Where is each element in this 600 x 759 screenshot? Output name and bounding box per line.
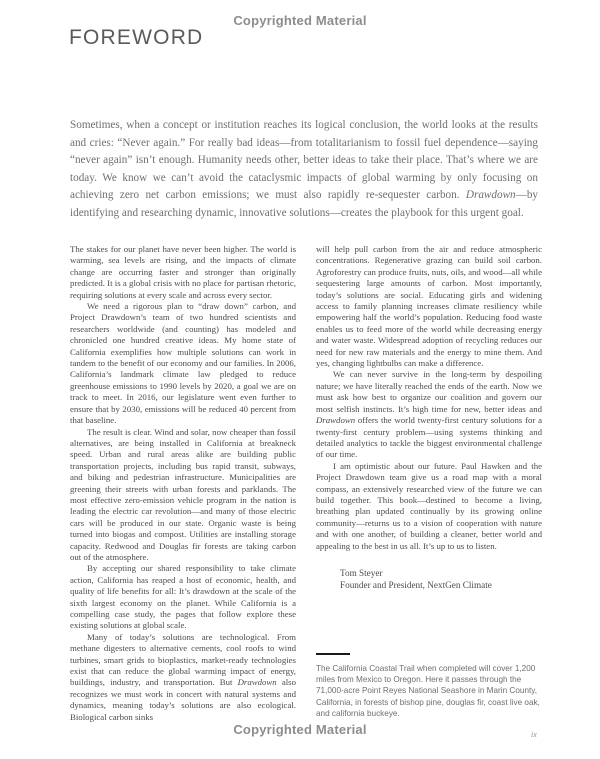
body-paragraph: will help pull carbon from the air and reduce atmospheric concentrations. Regenerative grazing can build soil carbon. Agroforestry can produce fruits, nuts, oils, and wood—all while sequestering large amounts of carbon. Most importantly, today’s solutions are social. Educating girls and widening access to family planning increases climate resiliency while empowering half the world’s population. Reducing food waste enables us to feed more of the world while decreasing energy and water waste. Widespread adoption of recycling reduces our need for new raw materials and the energy to mine them. And yes, changing lightbulbs can make a difference. [316, 244, 542, 369]
copyright-watermark-top: Copyrighted Material [233, 13, 367, 28]
body-paragraph: I am optimistic about our future. Paul Hawken and the Project Drawdown team give us a road map with a moral compass, an extensively researched view of the future we can build together. This book—destined to become a living, breathing plan updated continually by its growing online community—returns us to a vision of cooperation with nature and with one another, of building a cleaner, better world and appealing to the best in us all. It’s up to us to listen. [316, 460, 542, 551]
right-column [316, 244, 542, 723]
body-columns [70, 244, 542, 723]
body-paragraph: Many of today’s solutions are technological. From methane digesters to alternative cements, cool roofs to wind turbines, smart grids to bioplastics, market-ready technologies exist that can reduce the global warming impact of energy, buildings, industry, and transportation. But Drawdown also recognizes we must work in concert with natural systems and dynamics, meaning today’s solutions are also ecological. Biological carbon sinks [70, 631, 296, 722]
body-paragraph: By accepting our shared responsibility to take climate action, California has reaped a host of economic, health, and quality of life benefits for all: It’s drawdown at the scale of the sixth largest economy on the planet. While California is a compelling case study, the pages that follow explore these existing solutions at global scale. [70, 563, 296, 631]
signature-title: Founder and President, NextGen Climate [340, 580, 492, 591]
page-title: FOREWORD [69, 26, 204, 49]
left-column [70, 244, 296, 723]
body-paragraph: The result is clear. Wind and solar, now cheaper than fossil alternatives, are being installed in California at breakneck speed. Urban and rural areas alike are building public transportation projects, including bus rapid transit, subways, and biking and pedestrian infrastructure. Municipalities are greening their streets with urban forests and parklands. The most effective zero-emission vehicle program in the nation is leading the electric car revolution—and many of those electric cars will be produced in our state. Organic waste is being turned into biogas and compost. Utilities are installing storage capacity. Redwood and Douglas fir forests are taking carbon out of the atmosphere. [70, 426, 296, 562]
caption-text: The California Coastal Trail when completed will cover 1,200 miles from Mexico to Oregon. Here it passes through the 71,000-acre Point Reyes National Seashore in Marin County, California, in forests of bishop pine, douglas fir, coast live oak, and california buckeye. [316, 664, 540, 718]
signature-block [340, 567, 542, 592]
body-paragraph: We can never survive in the long-term by despoiling nature; we have literally reached the ends of the earth. Now we must ask how best to organize our coalition and govern our most selfish instincts. It’s high time for new, better ideas and Drawdown offers the world twenty-first century solutions for a twenty-first century problem—using systems thinking and detailed analytics to tackle the biggest environmental challenge of our time. [316, 369, 542, 460]
body-paragraph: The stakes for our planet have never been higher. The world is warming, sea levels are rising, and the impacts of climate change are occurring faster and stronger than originally predicted. It is a global crisis with no place for partisan rhetoric, requiring solutions at every scale and across every sector. [70, 244, 296, 300]
caption-rule [316, 653, 350, 655]
copyright-watermark-bottom: Copyrighted Material [233, 722, 367, 737]
intro-paragraph: Sometimes, when a concept or institution reaches its logical conclusion, the world looks at the results and cries: “Never again.” For really bad ideas—from totalitarianism to fossil fuel dependence—saying “never again” isn’t enough. Humanity needs other, better ideas to take their place. That’s where we are today. We know we can’t avoid the cataclysmic impacts of global warming by only focusing on achieving zero net carbon emissions; we must also rapidly re-sequester carbon. Drawdown—by identifying and researching dynamic, innovative solutions—creates the playbook for this urgent goal. [70, 119, 538, 219]
page-number: ix [531, 730, 537, 739]
body-paragraph: We need a rigorous plan to “draw down” carbon, and Project Drawdown’s team of two hundred scientists and researchers worldwide (and counting) has modeled and chronicled one hundred creative ideas. My home state of California exemplifies how multiple solutions can work in tandem to the benefit of our economy and our families. In 2006, California’s landmark climate law pledged to reduce greenhouse emissions to 1990 levels by 2020, a goal we are on track to meet. In 2016, our legislature went even further to ensure that by 2030, emissions will be reduced 40 percent from that baseline. [70, 301, 296, 426]
photo-caption-block [316, 653, 542, 719]
signature-name: Tom Steyer [340, 567, 383, 578]
